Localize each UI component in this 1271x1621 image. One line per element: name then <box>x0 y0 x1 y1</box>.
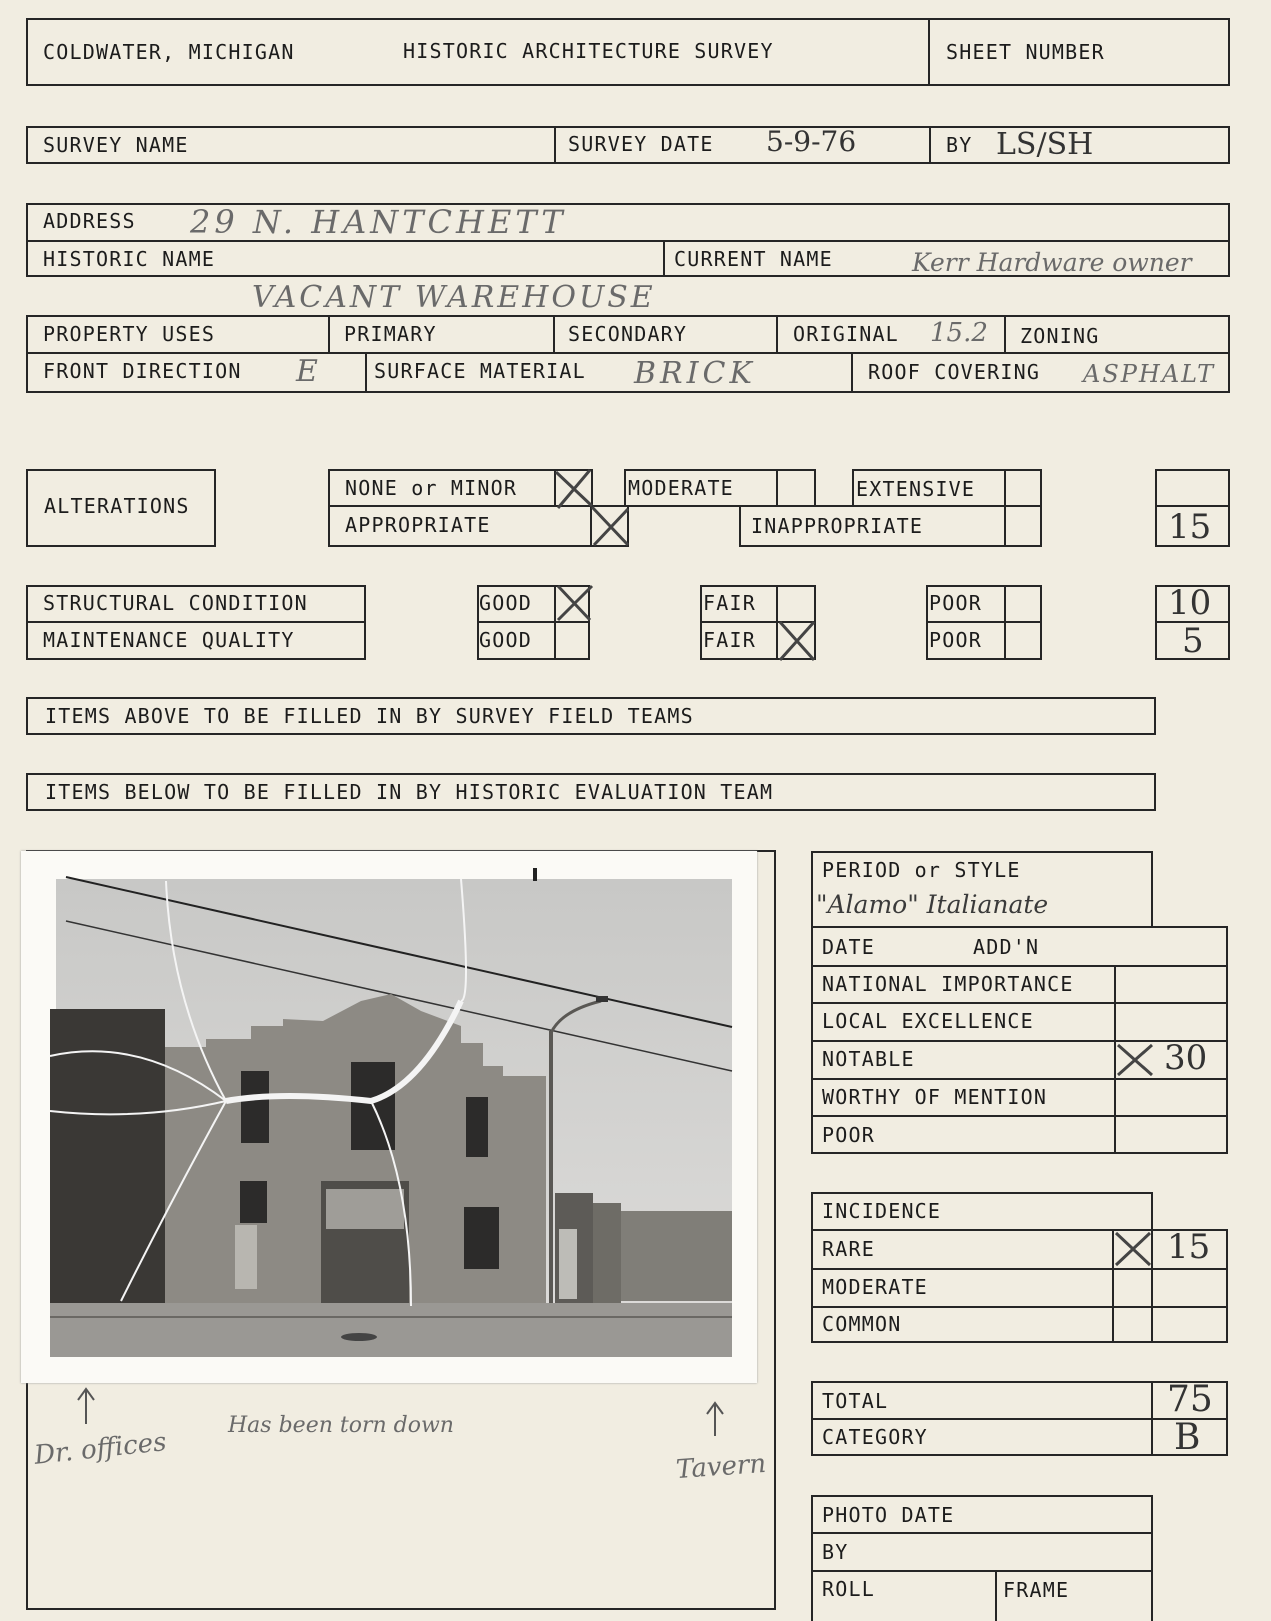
notable-label: NOTABLE <box>822 1047 915 1071</box>
original-label: ORIGINAL <box>793 322 899 346</box>
totals-col-div <box>1151 1381 1153 1456</box>
historic-name-label: HISTORIC NAME <box>43 247 216 271</box>
field-team-note: ITEMS ABOVE TO BE FILLED IN BY SURVEY FIELD TEAMS <box>45 704 694 728</box>
roof-covering-label: ROOF COVERING <box>868 360 1041 384</box>
category-value[interactable]: B <box>1174 1417 1201 1458</box>
structural-good-label: GOOD <box>479 591 532 615</box>
right-annotation: Tavern <box>675 1448 768 1486</box>
front-direction-value[interactable]: E <box>296 354 318 389</box>
prop-div-6 <box>851 352 853 393</box>
maintenance-quality-label: MAINTENANCE QUALITY <box>43 628 295 652</box>
appropriate-label: APPROPRIATE <box>345 513 491 537</box>
local-excellence-label: LOCAL EXCELLENCE <box>822 1009 1034 1033</box>
photo-marker-tick <box>533 868 537 881</box>
survey-date-value[interactable]: 5-9-76 <box>766 125 857 158</box>
maintenance-fair-label: FAIR <box>703 628 756 652</box>
rare-label: RARE <box>822 1237 875 1261</box>
prop-div-2 <box>553 315 555 352</box>
original-value[interactable]: 15.2 <box>930 318 988 348</box>
address-label: ADDRESS <box>43 209 136 233</box>
survey-name-label: SURVEY NAME <box>43 133 189 157</box>
date-label: DATE <box>822 935 875 959</box>
structural-score[interactable]: 10 <box>1168 583 1212 623</box>
evaluation-team-note-right <box>1154 773 1156 811</box>
total-label: TOTAL <box>822 1389 889 1413</box>
structural-fair-label: FAIR <box>703 591 756 615</box>
inc-row-1 <box>811 1229 1228 1231</box>
moderate-check-div <box>776 469 778 507</box>
roof-covering-value[interactable]: ASPHALT <box>1083 360 1216 388</box>
inc-row-3 <box>811 1306 1228 1308</box>
common-label: COMMON <box>822 1312 902 1336</box>
eval-row-4 <box>811 1078 1228 1080</box>
frame-label: FRAME <box>1003 1578 1070 1602</box>
photo-info-row-1 <box>811 1532 1153 1534</box>
extensive-check-div <box>1004 469 1006 507</box>
current-name-label: CURRENT NAME <box>674 247 833 271</box>
moderate-label: MODERATE <box>628 476 734 500</box>
notable-check-mark[interactable] <box>1112 1041 1158 1079</box>
front-direction-label: FRONT DIRECTION <box>43 359 242 383</box>
period-style-label: PERIOD or STYLE <box>822 858 1021 882</box>
photo-info-col-div <box>995 1570 997 1621</box>
inc-row-2 <box>811 1268 1228 1270</box>
survey-by-label: BY <box>946 133 973 157</box>
surface-material-value[interactable]: BRICK <box>634 356 756 391</box>
appropriate-check-mark[interactable] <box>588 503 632 549</box>
total-value[interactable]: 75 <box>1167 1379 1213 1420</box>
header-divider <box>928 18 930 86</box>
rare-check-mark[interactable] <box>1110 1229 1156 1269</box>
eval-poor-label: POOR <box>822 1123 875 1147</box>
survey-div-2 <box>929 126 931 164</box>
poor-div-v <box>1004 585 1006 660</box>
photo-info-row-2 <box>811 1570 1153 1572</box>
inc-right-edge <box>1226 1229 1228 1343</box>
property-divider <box>26 352 1230 354</box>
survey-by-value[interactable]: LS/SH <box>996 127 1094 162</box>
rare-score[interactable]: 15 <box>1167 1227 1211 1267</box>
current-name-divider <box>663 240 665 277</box>
incidence-moderate-label: MODERATE <box>822 1275 928 1299</box>
maintenance-fair-check-mark[interactable] <box>774 618 820 664</box>
alterations-label: ALTERATIONS <box>44 494 190 518</box>
maintenance-good-label: GOOD <box>479 628 532 652</box>
structural-poor-label: POOR <box>929 591 982 615</box>
address-value[interactable]: 29 N. HANTCHETT <box>190 203 567 241</box>
worthy-of-mention-label: WORTHY OF MENTION <box>822 1085 1048 1109</box>
category-label: CATEGORY <box>822 1425 928 1449</box>
inc-bottom-ext <box>1151 1341 1228 1343</box>
eval-row-5 <box>811 1115 1228 1117</box>
zoning-label: ZONING <box>1020 324 1100 348</box>
property-uses-value[interactable]: VACANT WAREHOUSE <box>252 280 656 315</box>
surface-material-label: SURFACE MATERIAL <box>374 359 586 383</box>
national-importance-label: NATIONAL IMPORTANCE <box>822 972 1074 996</box>
structural-condition-label: STRUCTURAL CONDITION <box>43 591 308 615</box>
secondary-label: SECONDARY <box>568 322 688 346</box>
current-name-value[interactable]: Kerr Hardware owner <box>912 248 1192 277</box>
structural-good-check-mark[interactable] <box>552 582 596 624</box>
prop-div-4 <box>1004 315 1006 352</box>
none-minor-label: NONE or MINOR <box>345 476 518 500</box>
arrow-up-icon <box>703 1400 727 1438</box>
extensive-label: EXTENSIVE <box>856 477 976 501</box>
alterations-score[interactable]: 15 <box>1168 507 1212 547</box>
eval-row-2 <box>811 1002 1228 1004</box>
arrow-up-icon <box>74 1386 98 1426</box>
building-photo <box>21 851 757 1383</box>
condition-label-div <box>26 621 366 623</box>
maintenance-poor-label: POOR <box>929 628 982 652</box>
incidence-label: INCIDENCE <box>822 1199 942 1223</box>
totals-row-div <box>811 1418 1228 1420</box>
left-annotation: Dr. offices <box>32 1427 168 1471</box>
prop-div-1 <box>328 315 330 352</box>
building-photo-print[interactable] <box>21 851 757 1383</box>
photo-date-label: PHOTO DATE <box>822 1503 955 1527</box>
poor-div-h <box>926 621 1042 623</box>
sheet-number-label: SHEET NUMBER <box>946 40 1105 64</box>
notable-score[interactable]: 30 <box>1164 1038 1208 1078</box>
maintenance-score[interactable]: 5 <box>1182 621 1204 661</box>
property-uses-label: PROPERTY USES <box>43 322 216 346</box>
prop-div-3 <box>776 315 778 352</box>
city-label: COLDWATER, MICHIGAN <box>43 40 295 64</box>
roll-label: ROLL <box>822 1577 875 1601</box>
survey-title: HISTORIC ARCHITECTURE SURVEY <box>403 39 774 63</box>
survey-div-1 <box>554 126 556 164</box>
prop-div-5 <box>365 352 367 393</box>
inappropriate-label: INAPPROPRIATE <box>751 514 924 538</box>
middle-annotation: Has been torn down <box>228 1413 454 1438</box>
addn-label: ADD'N <box>973 935 1040 959</box>
evaluation-team-note: ITEMS BELOW TO BE FILLED IN BY HISTORIC EVALUATION TEAM <box>45 780 774 804</box>
inappropriate-check-div <box>1004 505 1006 547</box>
survey-date-label: SURVEY DATE <box>568 132 714 156</box>
photo-by-label: BY <box>822 1540 849 1564</box>
field-team-note-right <box>1154 697 1156 735</box>
primary-label: PRIMARY <box>344 322 437 346</box>
period-style-value[interactable]: "Alamo" Italianate <box>816 890 1049 919</box>
eval-row-1 <box>811 965 1228 967</box>
